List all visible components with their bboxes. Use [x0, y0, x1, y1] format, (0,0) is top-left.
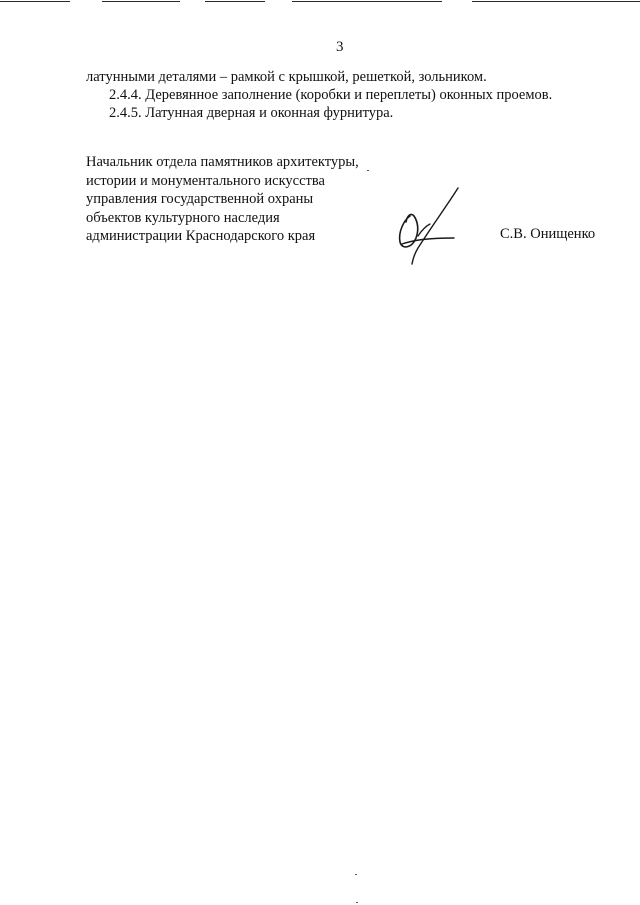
signatory-title: [86, 153, 359, 246]
signatory-title-line: Начальник отдела памятников архитектуры,: [86, 154, 359, 170]
signer-name: С.В. Онищенко: [500, 226, 596, 242]
signature-stroke-hook: [418, 224, 430, 236]
scan-speck: [355, 874, 357, 875]
signature-stroke-diagonal: [412, 188, 458, 264]
scan-speck: [356, 902, 358, 903]
page-number: 3: [336, 39, 344, 55]
signatory-title-line: администрации Краснодарского края: [86, 228, 316, 245]
scan-speck: [367, 170, 369, 171]
signatory-title-line: управления государственной охраны: [86, 191, 314, 208]
body-item-2-4-4: 2.4.4. Деревянное заполнение (коробки и переплеты) оконных проемов.: [109, 87, 553, 103]
signature-stroke-tail: [402, 238, 454, 244]
signatory-title-line: истории и монументального искусства: [86, 172, 325, 189]
body-item-2-4-5: 2.4.5. Латунная дверная и оконная фурнитура.: [109, 105, 394, 121]
handwritten-signature: [388, 186, 464, 266]
body-line-continuation: латунными деталями – рамкой с крышкой, решеткой, зольником.: [86, 69, 487, 85]
body-text: [86, 68, 606, 122]
scan-top-edge: [0, 0, 640, 6]
signatory-title-line: объектов культурного наследия: [86, 209, 280, 226]
